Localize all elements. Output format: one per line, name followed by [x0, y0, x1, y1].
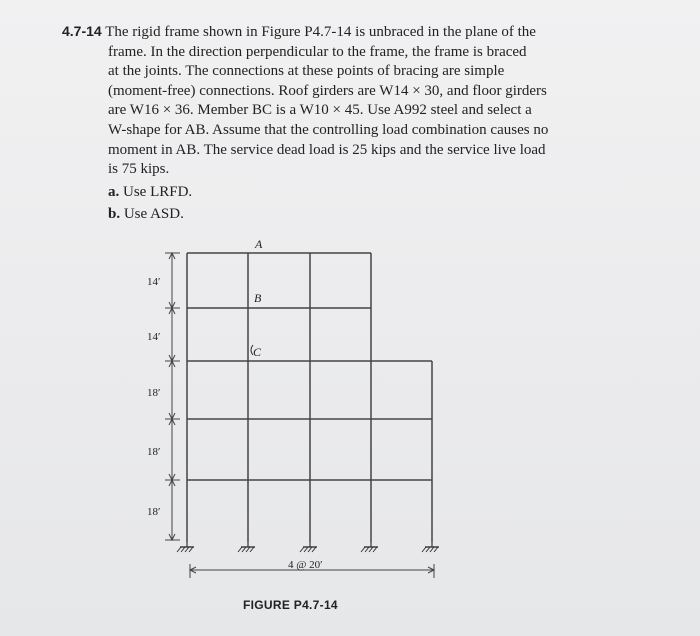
problem-number: 4.7-14 — [62, 23, 102, 39]
story-height-5: 18′ — [147, 506, 161, 518]
problem-line-8: is 75 kips. — [108, 161, 170, 178]
pin-support-4 — [361, 542, 378, 552]
part-b: b. Use ASD. — [108, 206, 184, 223]
part-a: a. Use LRFD. — [108, 183, 193, 200]
problem-line-1: 4.7-14 The rigid frame shown in Figure P4.7-14 is unbraced in the plane of the — [62, 23, 536, 40]
label-joint-a: A — [255, 237, 263, 251]
frame-members — [187, 253, 432, 542]
problem-line-3: at the joints. The connections at these points of bracing are simple — [108, 63, 505, 80]
problem-line-2: frame. In the direction perpendicular to the frame, the frame is braced — [108, 43, 527, 60]
label-joint-b: B — [254, 291, 262, 305]
pin-support-3 — [300, 542, 317, 552]
bay-dimension-label: 4 @ 20′ — [288, 559, 323, 571]
pin-supports — [177, 542, 439, 552]
story-height-4: 18′ — [147, 446, 161, 458]
label-joint-c: C — [253, 345, 262, 359]
problem-line-7: moment in AB. The service dead load is 25 kips and the service live load — [108, 141, 546, 158]
story-height-3: 18′ — [147, 387, 161, 399]
story-height-2: 14′ — [147, 331, 161, 343]
problem-line-6: W-shape for AB. Assume that the controlling load combination causes no — [108, 121, 549, 138]
story-height-1: 14′ — [147, 276, 161, 288]
figure-caption: FIGURE P4.7-14 — [243, 598, 338, 612]
height-dimension-line — [165, 253, 180, 540]
pin-support-2 — [238, 542, 255, 552]
pin-support-5 — [422, 542, 439, 552]
problem-line-4: (moment-free) connections. Roof girders are W14 × 30, and floor girders — [108, 82, 547, 99]
problem-line-5: are W16 × 36. Member BC is a W10 × 45. Use A992 steel and select a — [108, 102, 532, 119]
pin-support-1 — [177, 542, 194, 552]
